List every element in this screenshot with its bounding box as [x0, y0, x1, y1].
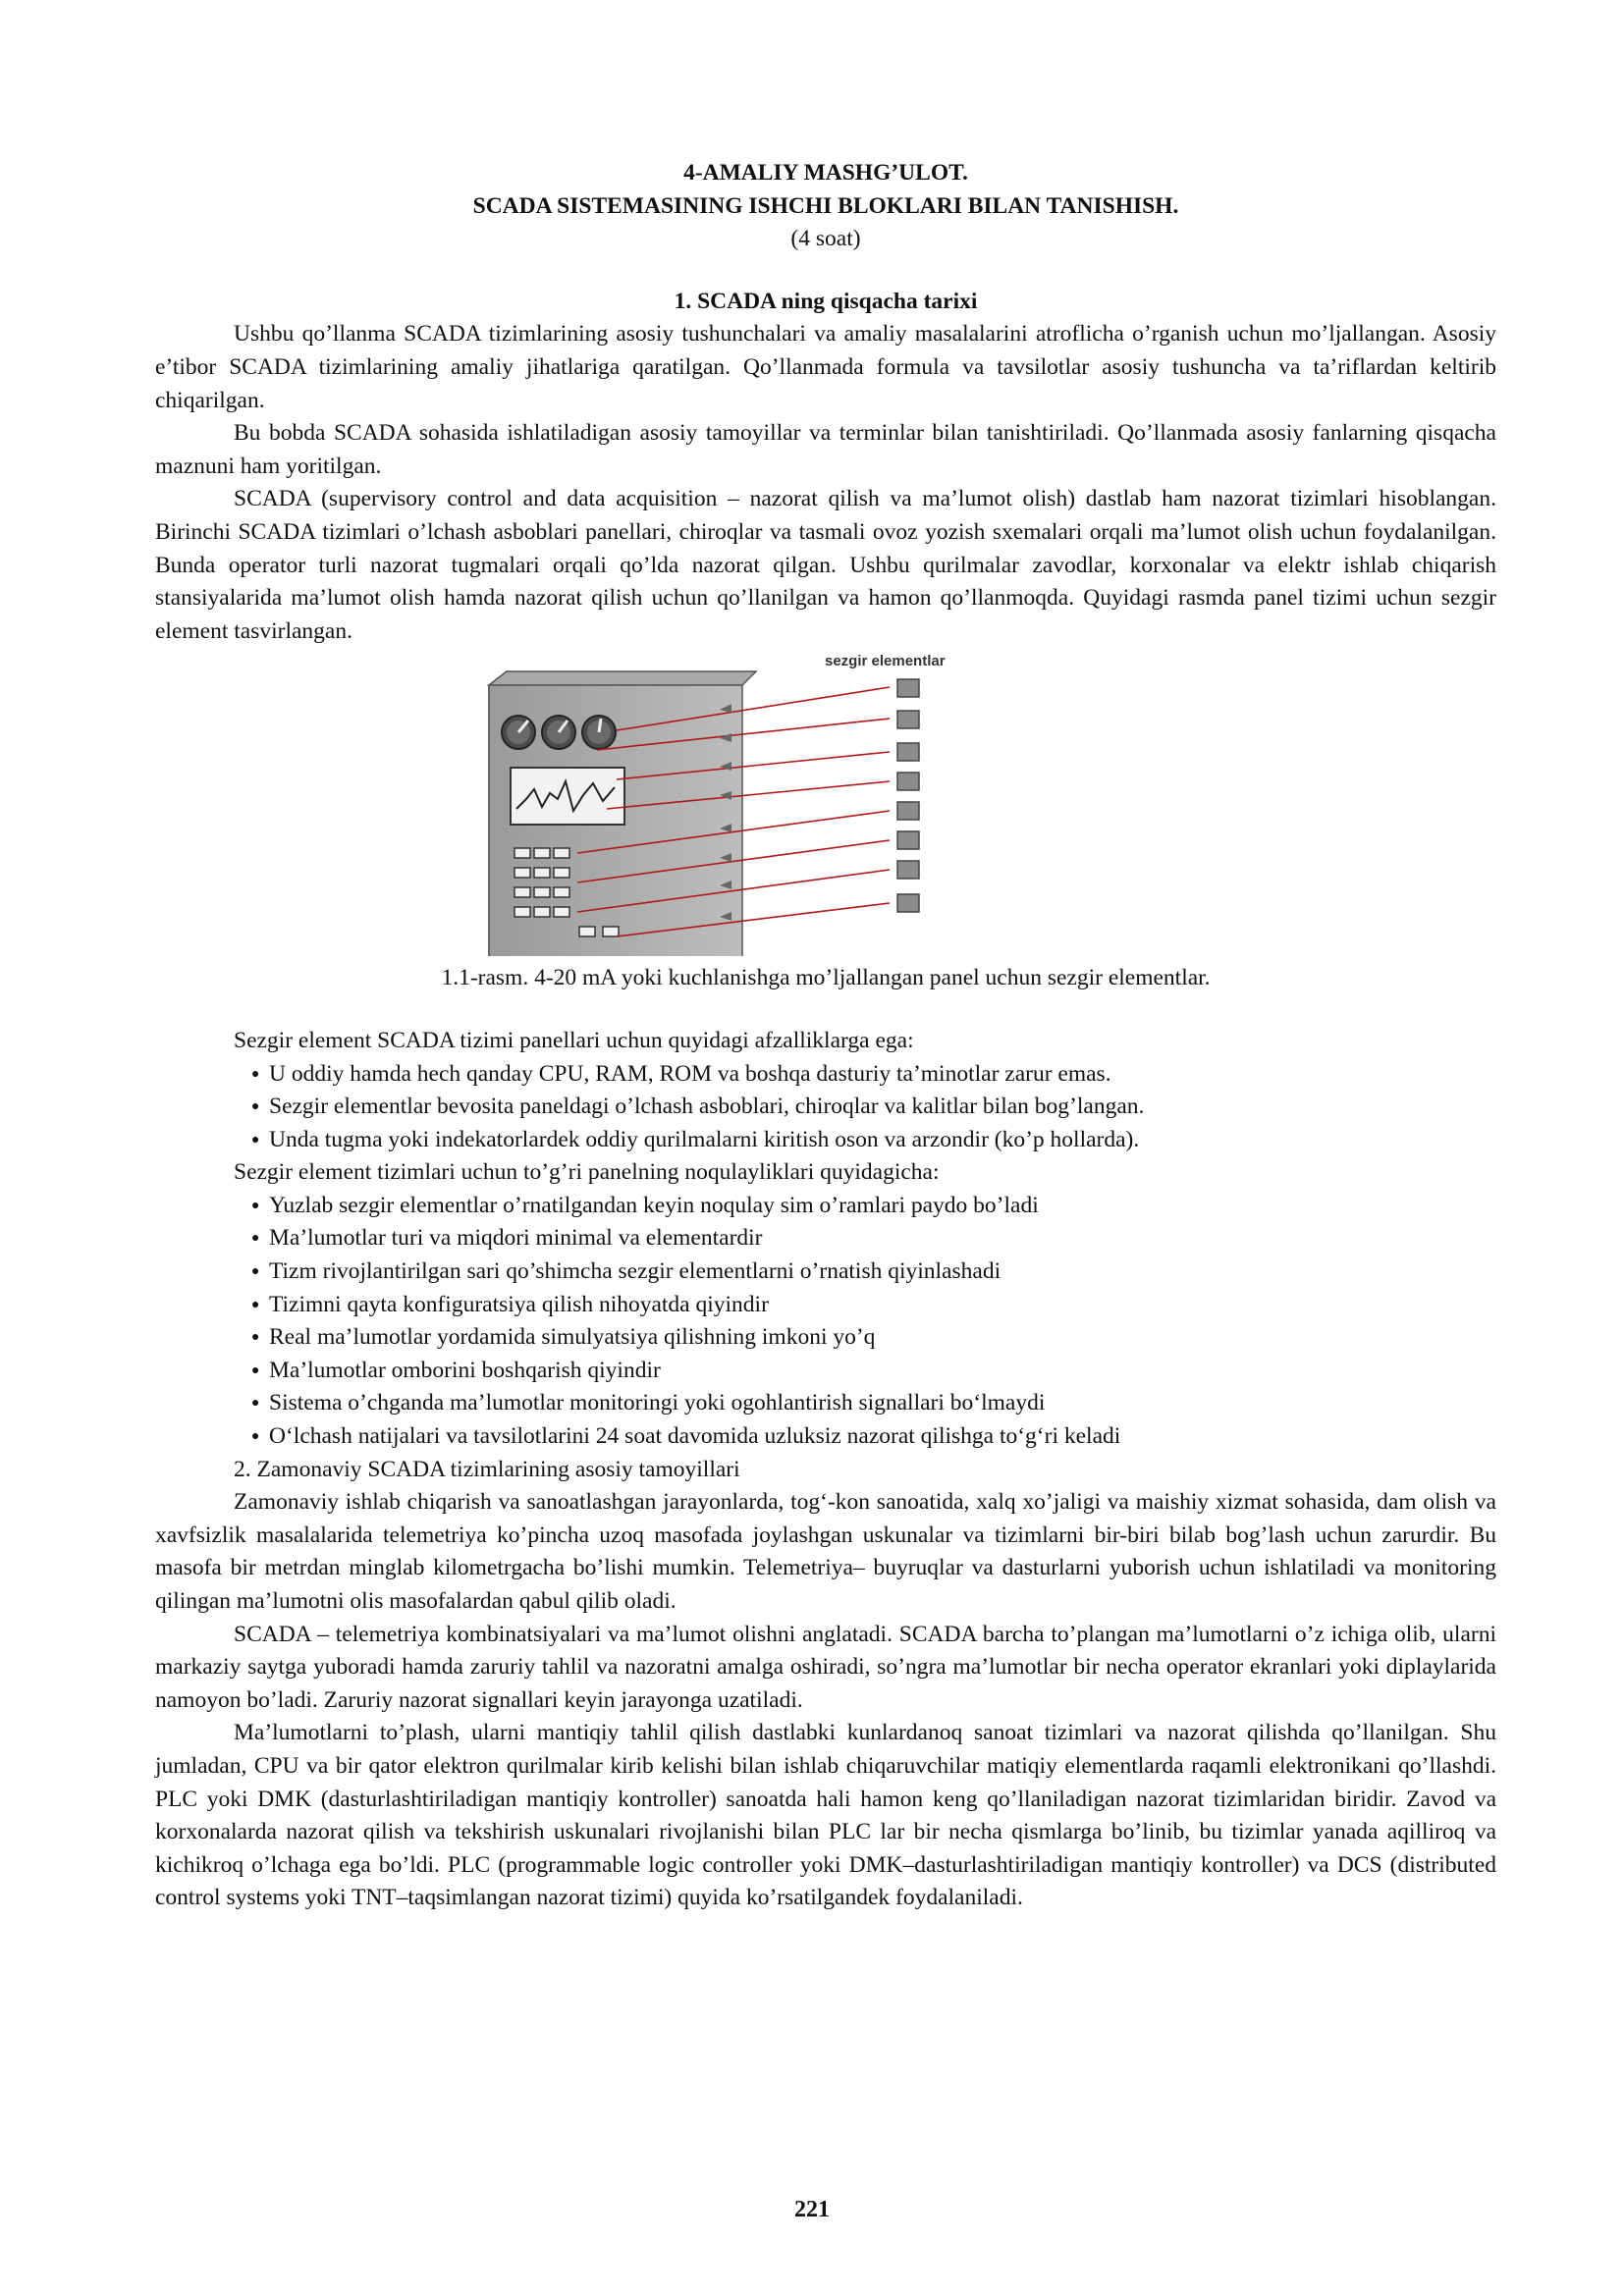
list-item: ● Tizimni qayta konfiguratsiya qilish nihoyatda qiyindir: [251, 1289, 1496, 1322]
list-item: ● U oddiy hamda hech qanday CPU, RAM, ROM va boshqa dasturiy ta’minotlar zarur emas.: [251, 1058, 1496, 1092]
page-content: [155, 157, 1496, 1915]
paragraph: Ma’lumotlarni to’plash, ularni mantiqiy tahlil qilish dastlabki kunlardanoq sanoat tizimlari va nazorat qilishda qo’llanilgan. Shu jumladan, CPU va bir qator elektron qurilmalar kirib kelishi bilan ishlab chiqaruvchilar matiqiy elementlarda raqamli elektronikani qo’llashdi. PLC yoki DMK (dasturlashtiriladigan mantiqiy kontroller) sanoatda hali hamon keng qo’llaniladigan nazorat tizimlaridan biridir. Zavod va korxonalarda nazorat qilish va tekshirish uskunalari rivojlanishi bilan PLC lar bir necha qismlarga bo’linib, bu tizimlar yanada aqilliroq va kichikroq o’lchaga ega bo’ldi. PLC (programmable logic controller yoki DMK–dasturlashtiriladigan mantiqiy kontroller) va DCS (distributed control systems yoki TNT–taqsimlangan nazorat tizimi) quyida ko’rsatilgandek foydalaniladi.: [155, 1720, 1496, 1911]
sensor-elements: [897, 679, 919, 912]
list-item: ● Tizm rivojlantirilgan sari qo’shimcha sezgir elementlarni o’rnatish qiyinlashadi: [251, 1255, 1496, 1289]
sensor-panel-figure: [155, 652, 1496, 956]
list-item: ● O‘lchash natijalari va tavsilotlarini 24 soat davomida uzluksiz nazorat qilishga to‘g‘ri keladi: [251, 1420, 1496, 1454]
list-item: ● Unda tugma yoki indekatorlardek oddiy qurilmalarni kiritish oson va arzondir (ko’p hollarda).: [251, 1124, 1496, 1157]
paragraph: Ushbu qo’llanma SCADA tizimlarining asosiy tushunchalari va amaliy masalalarini atroflicha o’rganish uchun mo’ljallangan. Asosiy e’tibor SCADA tizimlarining amaliy jihatlariga qaratilgan. Qo’llanmada formula va tavsilotlar asosiy tushuncha va ta’riflardan keltirib chiqarilgan.: [155, 321, 1496, 413]
page-subtitle: SCADA SISTEMASINING ISHCHI BLOKLARI BILAN TANISHISH.: [472, 192, 1179, 219]
disadvantages-intro: Sezgir element tizimlari uchun to’g’ri panelning noqulayliklari quyidagicha:: [234, 1159, 940, 1186]
section2-heading: 2. Zamonaviy SCADA tizimlarining asosiy tamoyillari: [234, 1456, 740, 1482]
list-item: ● Sistema o’chganda ma’lumotlar monitoringi yoki ogohlantirish signallari bo‘lmaydi: [251, 1387, 1496, 1420]
paragraph: Bu bobda SCADA sohasida ishlatiladigan asosiy tamoyillar va terminlar bilan tanishtiriladi. Qo’llanmada asosiy fanlarning qisqacha maznuni ham yoritilgan.: [155, 420, 1496, 479]
cabinet-top: [489, 671, 756, 685]
sensor-label: sezgir elementlar: [825, 653, 946, 670]
panel-illustration: [155, 652, 1496, 956]
advantages-intro: Sezgir element SCADA tizimi panellari uchun quyidagi afzalliklarga ega:: [234, 1027, 914, 1053]
list-item: ● Ma’lumotlar turi va miqdori minimal va elementardir: [251, 1222, 1496, 1255]
gauge-3: [582, 716, 616, 749]
list-item: ● Sezgir elementlar bevosita paneldagi o’lchash asboblari, chiroqlar va kalitlar bilan bog’langan.: [251, 1091, 1496, 1124]
list-item: ● Yuzlab sezgir elementlar o’rnatilgandan keyin noqulay sim o’ramlari paydo bo’ladi: [251, 1190, 1496, 1223]
duration-note: (4 soat): [790, 226, 861, 252]
advantages-list: [155, 1058, 1496, 1157]
disadvantages-list: [155, 1190, 1496, 1454]
paragraph: SCADA – telemetriya kombinatsiyalari va ma’lumot olishni anglatadi. SCADA barcha to’plangan ma’lumotlarni o’z ichiga olib, ularni markaziy saytga yuboradi hamda zaruriy tahlil va nazoratni amalga oshiradi, so’ngra ma’lumotlar bir necha operator ekranlari yoki diplaylarida namoyon bo’ladi. Zaruriy nazorat signallari keyin jarayonga uzatiladi.: [155, 1621, 1496, 1713]
section1-heading: 1. SCADA ning qisqacha tarixi: [674, 288, 978, 314]
paragraph: SCADA (supervisory control and data acquisition – nazorat qilish va ma’lumot olish) dastlab ham nazorat tizimlari hisoblangan. Birinchi SCADA tizimlari o’lchash asboblari panellari, chiroqlar va tasmali ovoz yozish sxemalari orqali ma’lumot olish uchun foydalanilgan. Bunda operator turli nazorat tugmalari orqali qo’lda nazorat qilgan. Ushbu qurilmalar zavodlar, korxonalar va elektr ishlab chiqarish stansiyalarida ma’lumot olish hamda nazorat qilish uchun qo’llanilgan va hamon qo’llanmoqda. Quyidagi rasmda panel tizimi uchun sezgir element tasvirlangan.: [155, 486, 1496, 644]
paragraph: Zamonaviy ishlab chiqarish va sanoatlashgan jarayonlarda, tog‘-kon sanoatida, xalq xo’jaligi va maishiy xizmat sohasida, dam olish va xavfsizlik masalalarida telemetriya ko’pincha uzoq masofada joylashgan uskunalar va tizimlarni bir-biri bilab bog’lash uchun zarurdir. Bu masofa bir metrdan minglab kilometrgacha bo’lishi mumkin. Telemetriya– buyruqlar va dasturlarni yuborish uchun ishlatiladi va monitoring qilingan ma’lumotni olis masofalardan qabul qilib oladi.: [155, 1489, 1496, 1614]
list-item: ● Real ma’lumotlar yordamida simulyatsiya qilishning imkoni yo’q: [251, 1321, 1496, 1355]
gauge-1: [502, 716, 535, 749]
gauge-2: [542, 716, 575, 749]
page-title: 4-AMALIY MASHG’ULOT.: [683, 160, 968, 186]
page-number: 221: [794, 2197, 830, 2222]
figure-caption: 1.1-rasm. 4-20 mA yoki kuchlanishga mo’ljallangan panel uchun sezgir elementlar.: [441, 965, 1211, 991]
list-item: ● Ma’lumotlar omborini boshqarish qiyindir: [251, 1355, 1496, 1388]
